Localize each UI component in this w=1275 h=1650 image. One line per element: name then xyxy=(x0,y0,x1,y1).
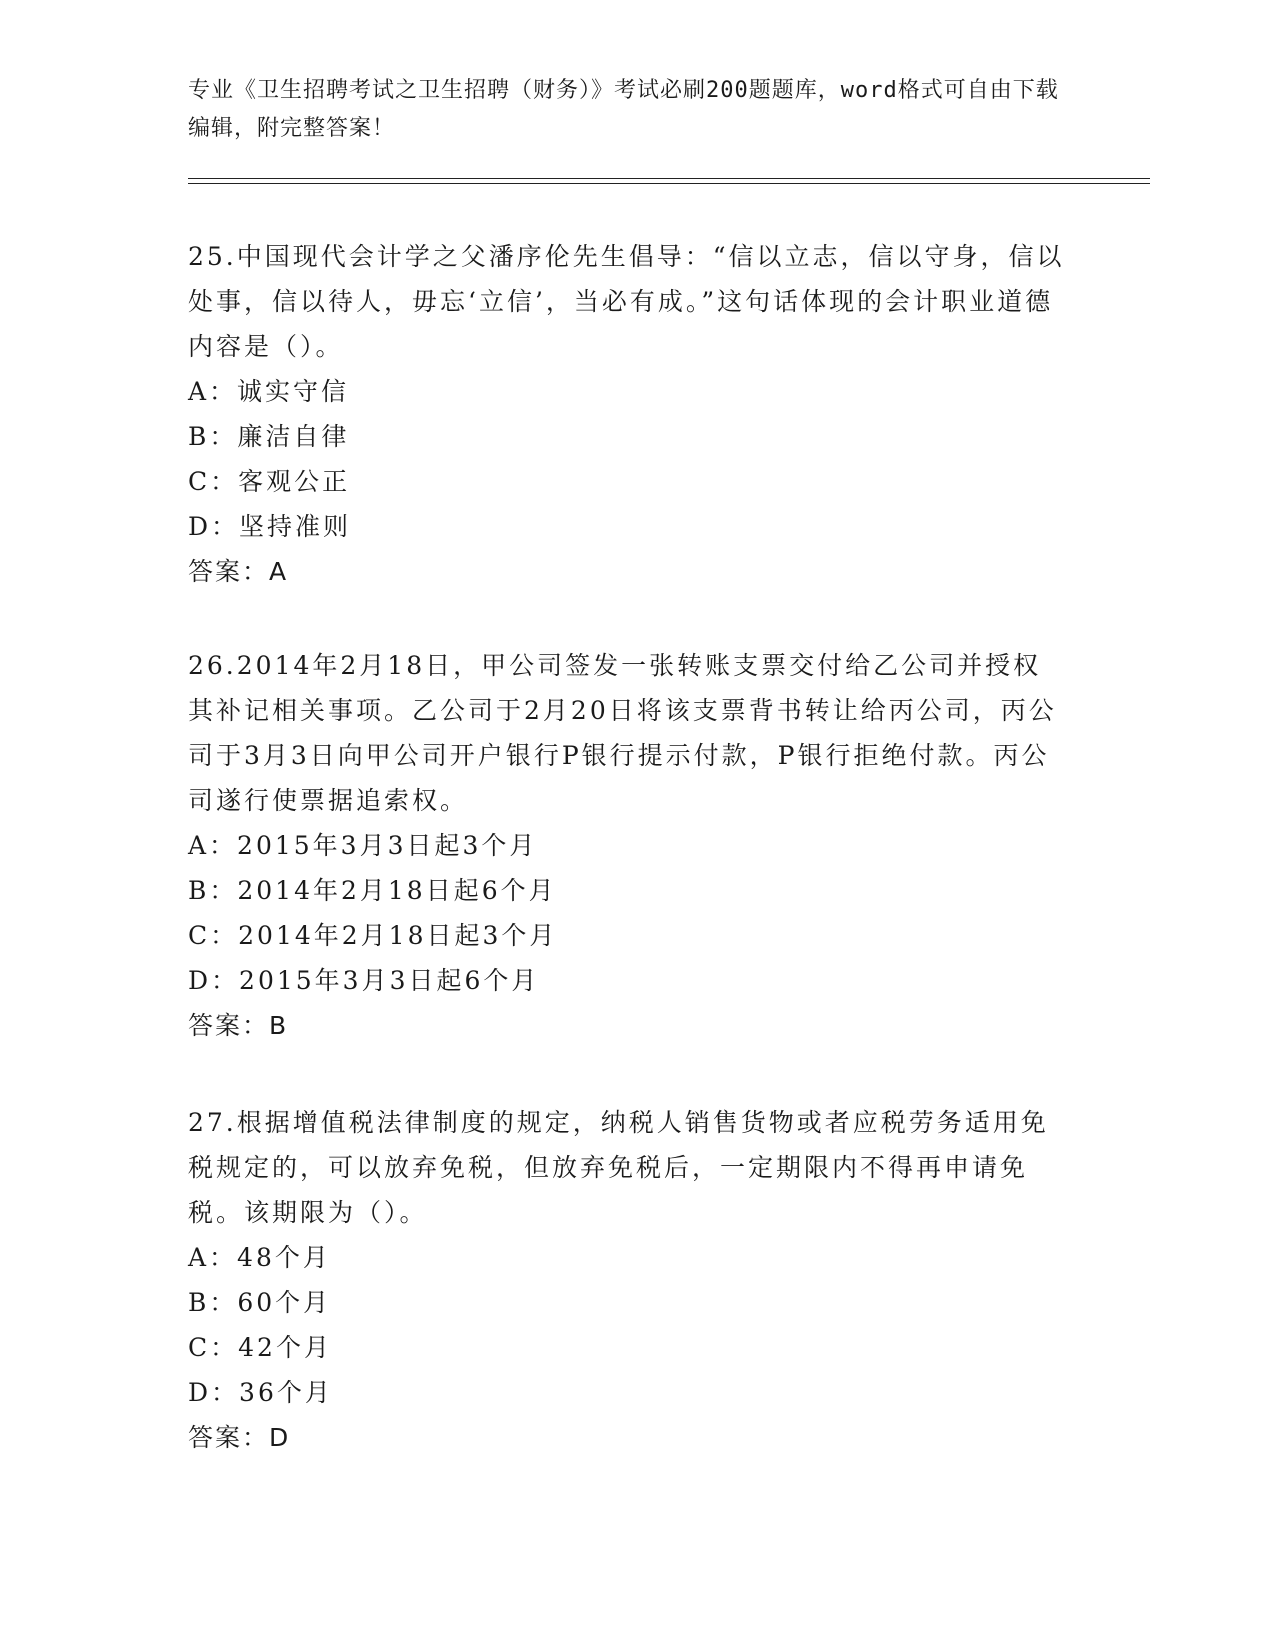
option-d: D：坚持准则 xyxy=(188,512,352,541)
option-c: C：客观公正 xyxy=(188,467,351,496)
answer-line: 答案：D xyxy=(188,1423,291,1452)
answer-line: 答案：B xyxy=(188,1011,289,1040)
document-header: 专业《卫生招聘考试之卫生招聘（财务）》考试必刷200题题库，word格式可自由下载编辑，附完整答案！ xyxy=(188,78,1059,141)
question-stem: 27.根据增值税法律制度的规定，纳税人销售货物或者应税劳务适用免税规定的，可以放弃免税，但放弃免税后，一定期限内不得再申请免税。该期限为（）。 xyxy=(188,1108,1049,1227)
option-b: B：60个月 xyxy=(188,1288,332,1317)
header-divider-top xyxy=(188,178,1150,179)
option-d: D：36个月 xyxy=(188,1378,333,1407)
question-block xyxy=(188,1100,1068,1460)
option-b: B：2014年2月18日起6个月 xyxy=(188,876,557,905)
option-a: A：诚实守信 xyxy=(188,377,350,406)
option-d: D：2015年3月3日起6个月 xyxy=(188,966,540,995)
question-block xyxy=(188,643,1068,1048)
question-stem: 26.2014年2月18日，甲公司签发一张转账支票交付给乙公司并授权其补记相关事项。乙公司于2月20日将该支票背书转让给丙公司，丙公司于3月3日向甲公司开户银行P银行提示付款，P银行拒绝付款。丙公司遂行使票据追索权。 xyxy=(188,651,1057,815)
answer-line: 答案：A xyxy=(188,557,289,586)
option-c: C：42个月 xyxy=(188,1333,332,1362)
question-stem: 25.中国现代会计学之父潘序伦先生倡导：“信以立志，信以守身，信以处事，信以待人，毋忘‘立信’，当必有成。”这句话体现的会计职业道德内容是（）。 xyxy=(188,242,1065,361)
option-c: C：2014年2月18日起3个月 xyxy=(188,921,558,950)
option-a: A：2015年3月3日起3个月 xyxy=(188,831,538,860)
option-b: B：廉洁自律 xyxy=(188,422,350,451)
question-block xyxy=(188,234,1068,594)
header-divider-bottom xyxy=(188,183,1150,184)
option-a: A：48个月 xyxy=(188,1243,331,1272)
